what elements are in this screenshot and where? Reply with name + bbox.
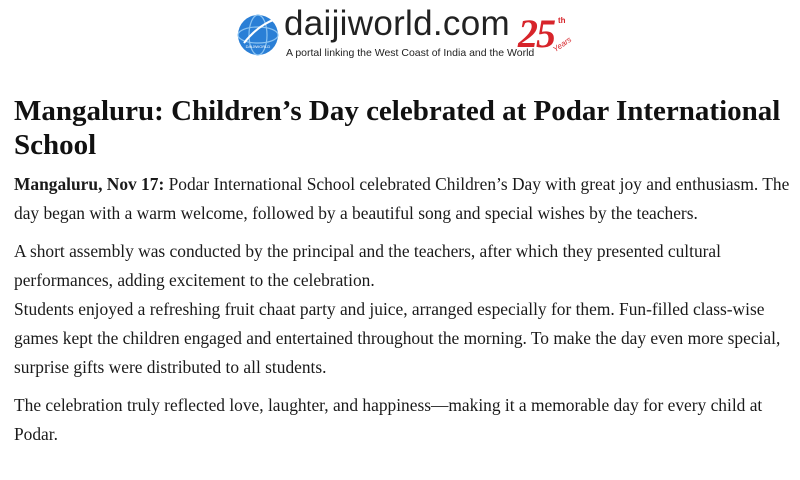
article-paragraph: The celebration truly reflected love, laughter, and happiness—making it a memorable day for every child at Podar. [14,395,763,444]
article [14,94,792,458]
site-masthead [0,0,800,82]
article-paragraph: Students enjoyed a refreshing fruit chaat party and juice, arranged especially for them. Fun-filled class-wise games kept the children engaged and entertained throughout the morning. To make the day even more special, surprise gifts were distributed to all students. [14,299,781,377]
article-dateline: Mangaluru, Nov 17: [14,174,165,194]
anniversary-badge [518,12,578,62]
anniversary-suffix: th [558,16,566,25]
globe-text: DAIJIWORLD [245,44,271,49]
article-paragraph [14,170,792,228]
globe-logo-icon [236,13,280,57]
site-name[interactable]: daijiworld.com [284,4,510,43]
anniversary-label: Years [551,34,574,55]
site-tagline: A portal linking the West Coast of India and the World [286,47,535,59]
article-paragraph: A short assembly was conducted by the principal and the teachers, after which they presented cultural performances, adding excitement to the celebration. [14,241,721,290]
anniversary-number: 25 [518,11,554,56]
article-headline: Mangaluru: Children’s Day celebrated at Podar International School [14,95,781,161]
article-paragraph-text: Podar International School celebrated Children’s Day with great joy and enthusiasm. The day began with a warm welcome, followed by a beautiful song and special wishes by the teachers. [14,174,790,223]
